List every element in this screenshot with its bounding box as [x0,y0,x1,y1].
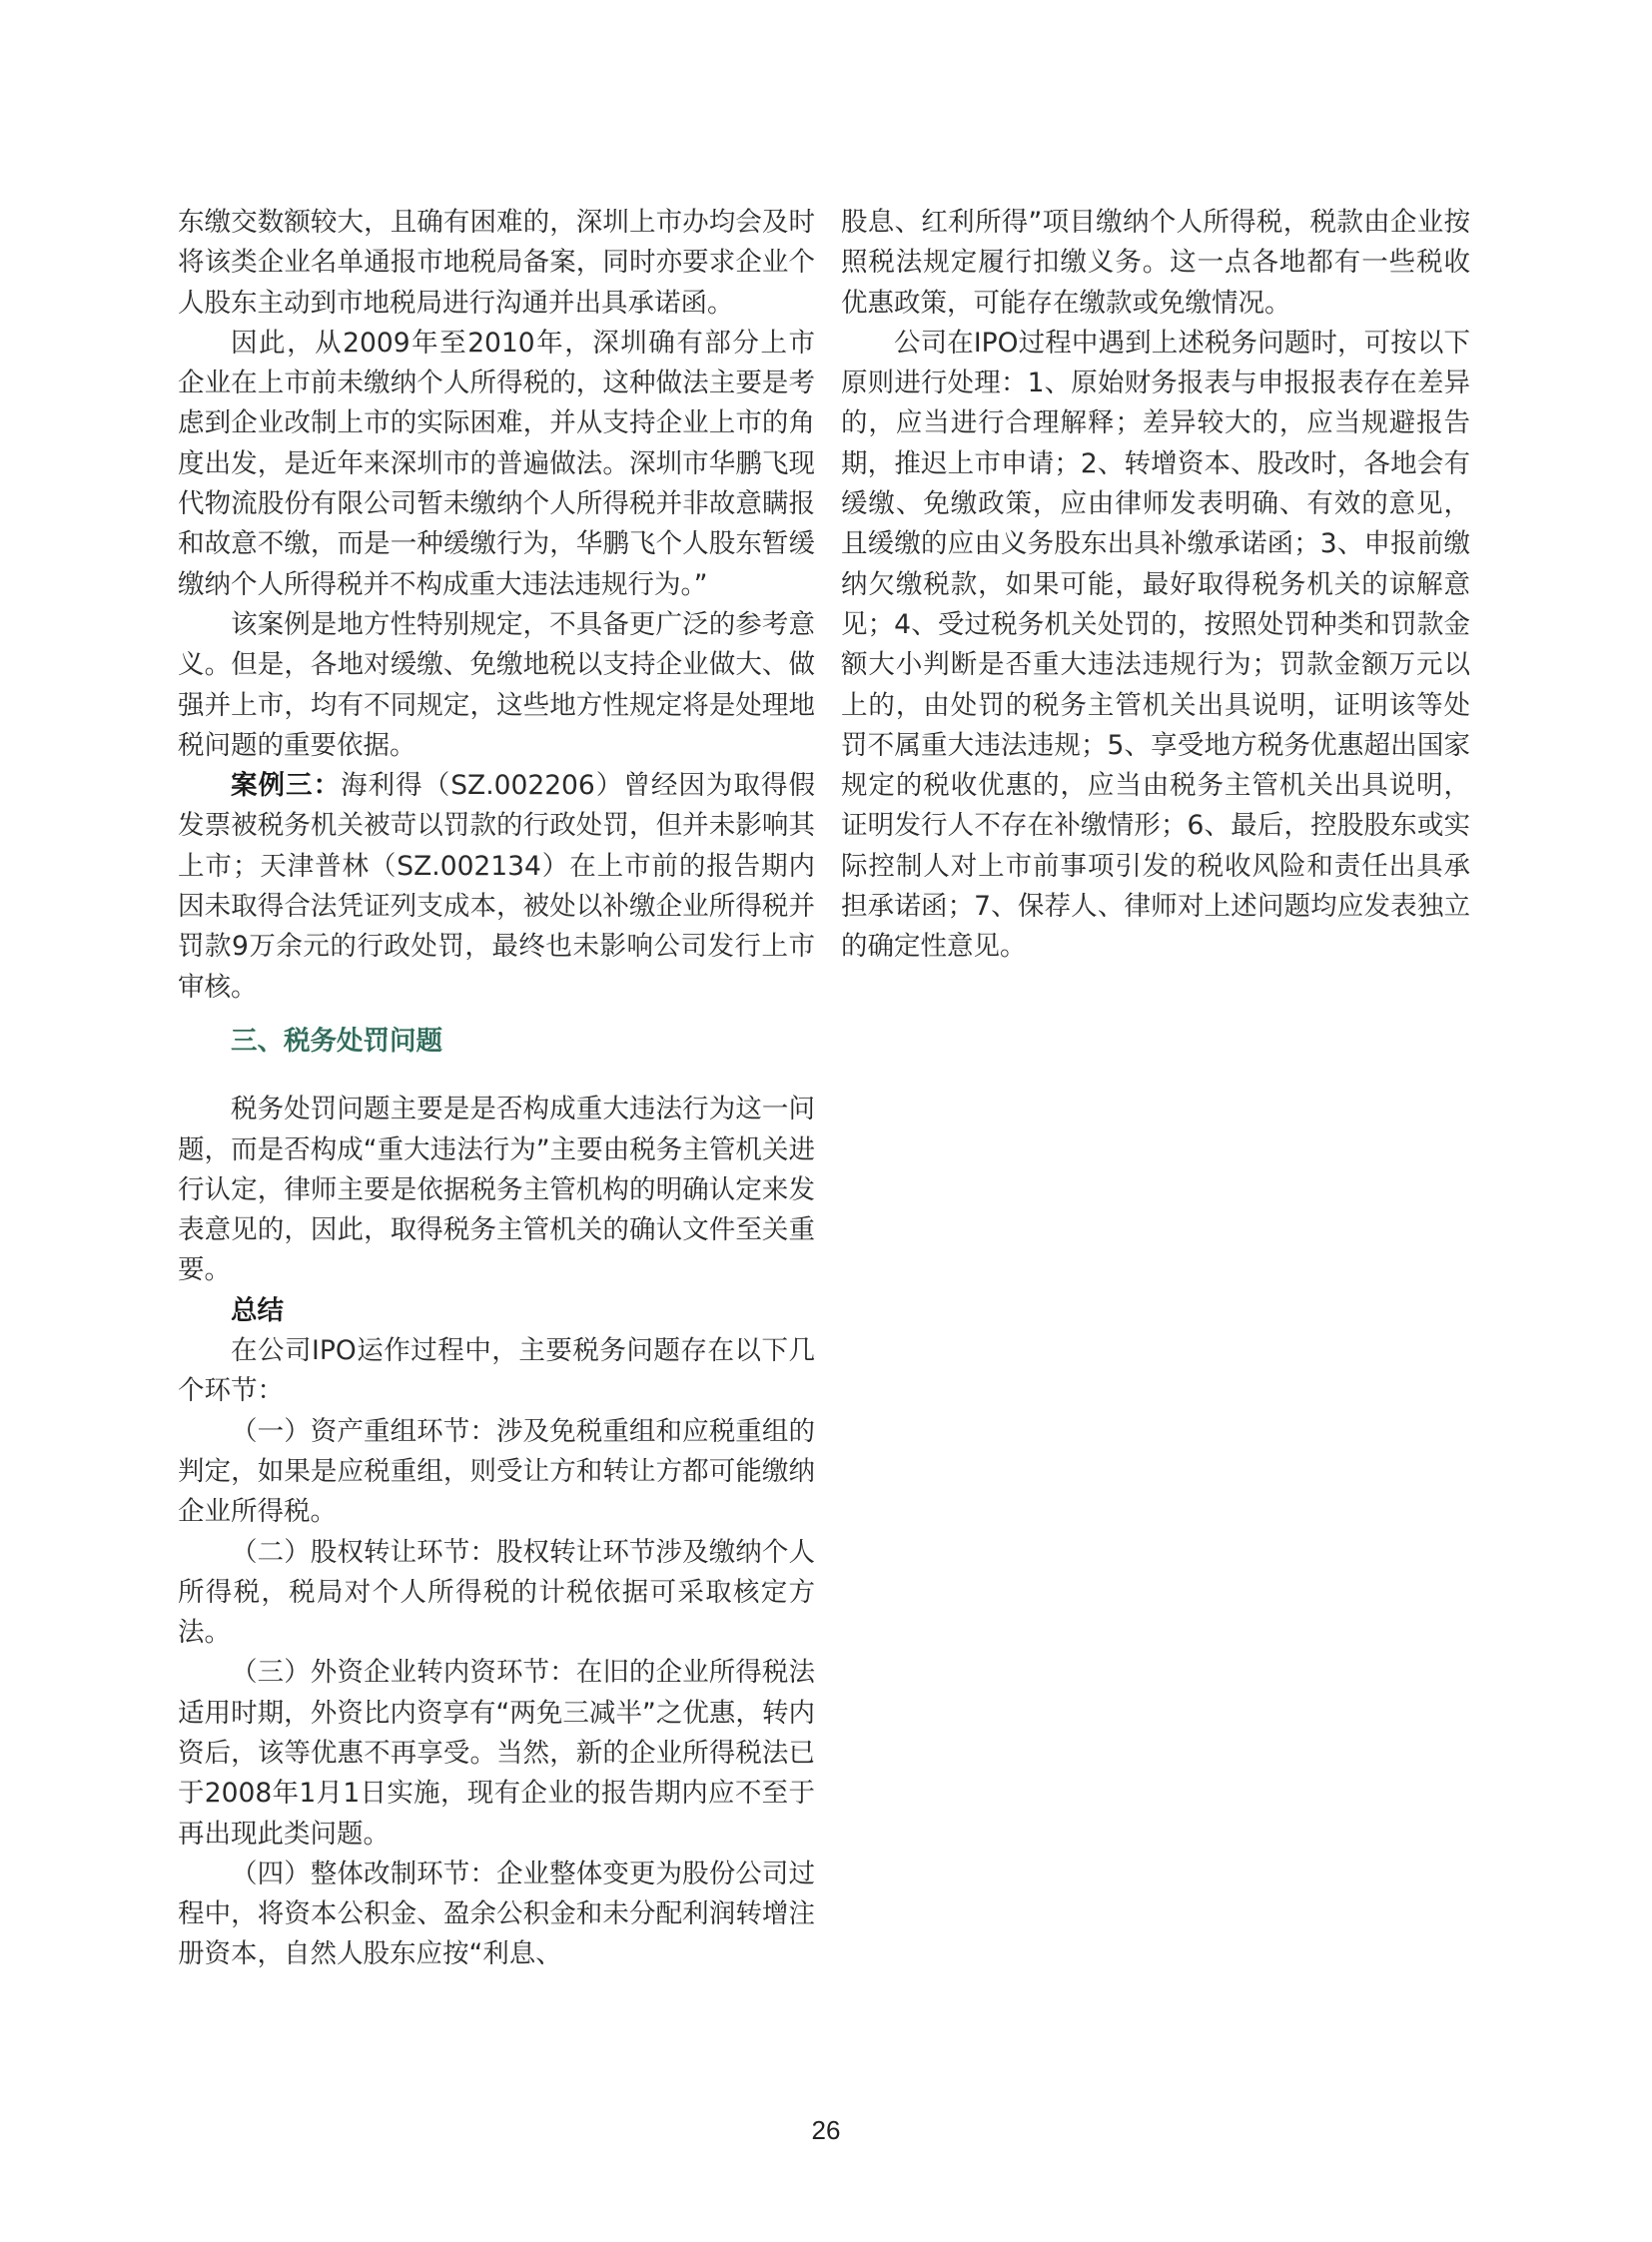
right-paragraph-1: 股息、红利所得”项目缴纳个人所得税，税款由企业按照税法规定履行扣缴义务。这一点各地都有一些税收优惠政策，可能存在缴款或免缴情况。 [841,207,1470,319]
left-paragraph-4: 税务处罚问题主要是是否构成重大违法行为这一问题，而是否构成“重大违法行为”主要由税务主管机关进行认定，律师主要是依据税务主管机构的明确认定来发表意见的，因此，取得税务主管机关的确认文件至关重要。 [178,1094,815,1286]
left-paragraph-7: （二）股权转让环节：股权转让环节涉及缴纳个人所得税，税局对个人所得税的计税依据可采取核定方法。 [178,1536,815,1649]
case-three-label: 案例三： [231,770,342,802]
page-number: 26 [811,2115,841,2145]
section-three-heading: 三、税务处罚问题 [231,1025,442,1057]
case-three-text: 海利得（SZ.002206）曾经因为取得假发票被税务机关被苛以罚款的行政处罚，但并未影响其上市；天津普林（SZ.002134）在上市前的报告期内因未取得合法凭证列支成本，被处以补缴企业所得税并罚款9万余元的行政处罚，最终也未影响公司发行上市审核。 [178,770,815,1003]
left-paragraph-6: （一）资产重组环节：涉及免税重组和应税重组的判定，如果是应税重组，则受让方和转让方都可能缴纳企业所得税。 [178,1415,815,1528]
right-paragraph-2: 公司在IPO过程中遇到上述税务问题时，可按以下原则进行处理：1、原始财务报表与申报报表存在差异的，应当进行合理解释；差异较大的，应当规避报告期，推迟上市申请；2、转增资本、股改时，各地会有缓缴、免缴政策，应由律师发表明确、有效的意见，且缓缴的应由义务股东出具补缴承诺函；3、申报前缴纳欠缴税款，如果可能，最好取得税务机关的谅解意见；4、受过税务机关处罚的，按照处罚种类和罚款金额大小判断是否重大违法违规行为；罚款金额万元以上的，由处罚的税务主管机关出具说明，证明该等处罚不属重大违法违规；5、享受地方税务优惠超出国家规定的税收优惠的，应当由税务主管机关出具说明，证明发行人不存在补缴情形；6、最后，控股股东或实际控制人对上市前事项引发的税收风险和责任出具承担承诺函；7、保荐人、律师对上述问题均应发表独立的确定性意见。 [841,327,1470,963]
case-three-paragraph [178,766,815,1008]
left-paragraph-5: 在公司IPO运作过程中，主要税务问题存在以下几个环节： [178,1335,815,1407]
left-paragraph-1: 东缴交数额较大，且确有困难的，深圳上市办均会及时将该类企业名单通报市地税局备案，同时亦要求企业个人股东主动到市地税局进行沟通并出具承诺函。 [178,207,815,319]
right-column [841,203,1470,968]
summary-heading: 总结 [231,1294,284,1326]
left-column [178,203,815,1975]
left-paragraph-9: （四）整体改制环节：企业整体变更为股份公司过程中，将资本公积金、盈余公积金和未分配利润转增注册资本，自然人股东应按“利息、 [178,1858,815,1970]
left-paragraph-3: 该案例是地方性特别规定，不具备更广泛的参考意义。但是，各地对缓缴、免缴地税以支持企业做大、做强并上市，均有不同规定，这些地方性规定将是处理地税问题的重要依据。 [178,608,815,761]
left-paragraph-8: （三）外资企业转内资环节：在旧的企业所得税法适用时期，外资比内资享有“两免三减半”之优惠，转内资后，该等优惠不再享受。当然，新的企业所得税法已于2008年1月1日实施，现有企业的报告期内应不至于再出现此类问题。 [178,1657,815,1850]
left-paragraph-2: 因此，从2009年至2010年，深圳确有部分上市企业在上市前未缴纳个人所得税的，这种做法主要是考虑到企业改制上市的实际困难，并从支持企业上市的角度出发，是近年来深圳市的普遍做法。深圳市华鹏飞现代物流股份有限公司暂未缴纳个人所得税并非故意瞒报和故意不缴，而是一种缓缴行为，华鹏飞个人股东暂缓缴纳个人所得税并不构成重大违法违规行为。” [178,327,815,600]
